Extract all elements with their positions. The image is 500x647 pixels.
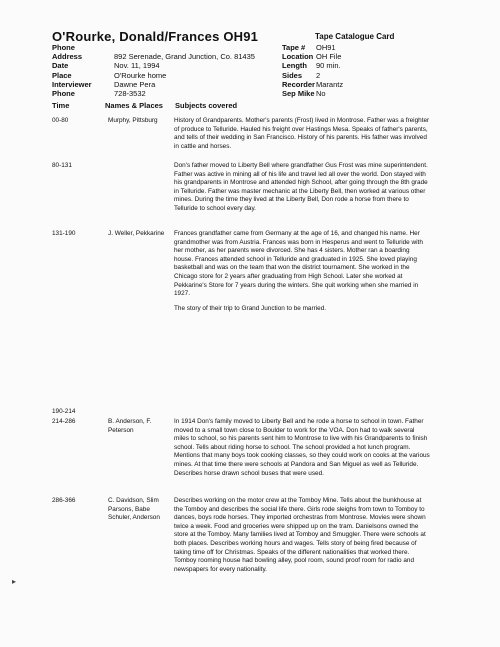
names-column-header: Names & Places (105, 101, 163, 110)
meta-row-phone: Phone (52, 43, 75, 52)
meta-row-interviewer-phone: Phone 728-3532 (52, 88, 146, 98)
subjects-column-header: Subjects covered (175, 101, 238, 110)
meta-row-tape: Tape # OH91 (282, 43, 336, 52)
entry-time: 190-214 (52, 408, 76, 415)
entry-subjects: Don's father moved to Liberty Bell where grandfather Gus Frost was mine superintendent. Father was active in mining all of his life and travel led all over the world. Don stayed with his grandparents in Montrose and attended high School, after going through the 8th grade in Telluride. Father was master mechanic at the Liberty Bell, then worked at various other mines. During the time they lived at the Liberty Bell, Don rode a horse from there to Telluride to school every day. (174, 162, 428, 212)
meta-row-sides: Sides 2 (282, 70, 321, 80)
meta-row-length: Length 90 min. (282, 61, 341, 71)
entry-names: Murphy, Pittsburg (108, 117, 158, 124)
entry-subjects: History of Grandparents. Mother's parents (Frost) lived in Montrose. Father was a freighter of produce to Telluride. Hauled his freight over Hastings Mesa. Speaks of father's parents, and tells of their wedding in San Francisco. History of his parents. His father was involved in cattle and horses. (174, 117, 430, 150)
entry-names: J. Weller, Pekkarine (108, 230, 165, 237)
entry-subjects: Describes working on the motor crew at the Tomboy Mine. Tells about the bunkhouse at the Tomboy and describes the social life there. Girls rode sleighs from town to Tomboy to dances, boys rode horses. They imported orchestras from Montrose. Movies were shown twice a week. Food and groceries were shipped up on the tram. Danielsons owned the store at the Tomboy. Many families lived at Tomboy and Smuggler. There were schools at both places. Describes working hours and wages. Tells story of being fired because of taking time off for Christmas. Speaks of the different nationalities that worked there. Tomboy rooming house had bowling alley, pool room, sound proof room for radio and newspapers for every nationality. (174, 497, 426, 573)
meta-row-location: Location OH File (282, 52, 342, 62)
meta-row-address: Address 892 Serenade, Grand Junction, Co. 81435 (52, 52, 255, 62)
card-title: O'Rourke, Donald/Frances OH91 (52, 29, 259, 44)
meta-row-date: Date Nov. 11, 1994 (52, 61, 160, 71)
meta-row-recorder: Recorder Marantz (282, 79, 344, 89)
meta-row-interviewer: Interviewer Dawne Pera (52, 79, 156, 89)
entry-time: 00-80 (52, 117, 69, 124)
margin-mark: ▸ (12, 577, 17, 586)
interview-details (52, 43, 255, 98)
tape-details (282, 43, 343, 98)
entry-time: 286-366 (52, 497, 76, 504)
meta-row-sep-mike: Sep Mike No (282, 88, 326, 98)
entry-names: B. Anderson, F. Peterson (108, 418, 152, 434)
card-type-label: Tape Catalogue Card (315, 32, 395, 41)
entry-names: C. Davidson, Slim Parsons, Babe Schuler, Anderson (108, 497, 160, 522)
entry-subjects: In 1914 Don's family moved to Liberty Bell and he rode a horse to school in town. Father moved to a small town close to Boulder to work for the VOA. Don had to walk several miles to school, so his parents sent him to Montrose to live with his Grandparents to finish school. Tells about riding horse to school. The school provided a hot lunch program. Mentions that many boys took cooking classes, so they could work on cooks at the various mines. At that time there were schools at Pandora and San Miguel as well as Telluride. Describes horse drawn school buses that were used. (174, 418, 430, 477)
entry-time: 80-131 (52, 162, 72, 169)
entry-time: 214-286 (52, 418, 76, 425)
entry-subjects: Frances grandfather came from Germany at the age of 16, and changed his name. Her grandmother was from Austria. Frances was born in Hesperus and went to Telluride with her mother, as her parents were divorced. She has 4 sisters. Mother ran a boarding house. Frances attended school in Telluride and graduated in 1925. She loved playing basketball and was on the team that won the district tournament. She worked in the Chicago store for 2 years after graduating from High School. Later she worked at Pekkarine's Store for 7 years during the winters. She quit working when she married in 1927. The story of their trip to Grand Junction to be married. (174, 230, 423, 312)
time-column-header: Time (52, 101, 70, 110)
entry-time: 131-190 (52, 230, 76, 237)
meta-row-place: Place O'Rourke home (52, 70, 167, 80)
